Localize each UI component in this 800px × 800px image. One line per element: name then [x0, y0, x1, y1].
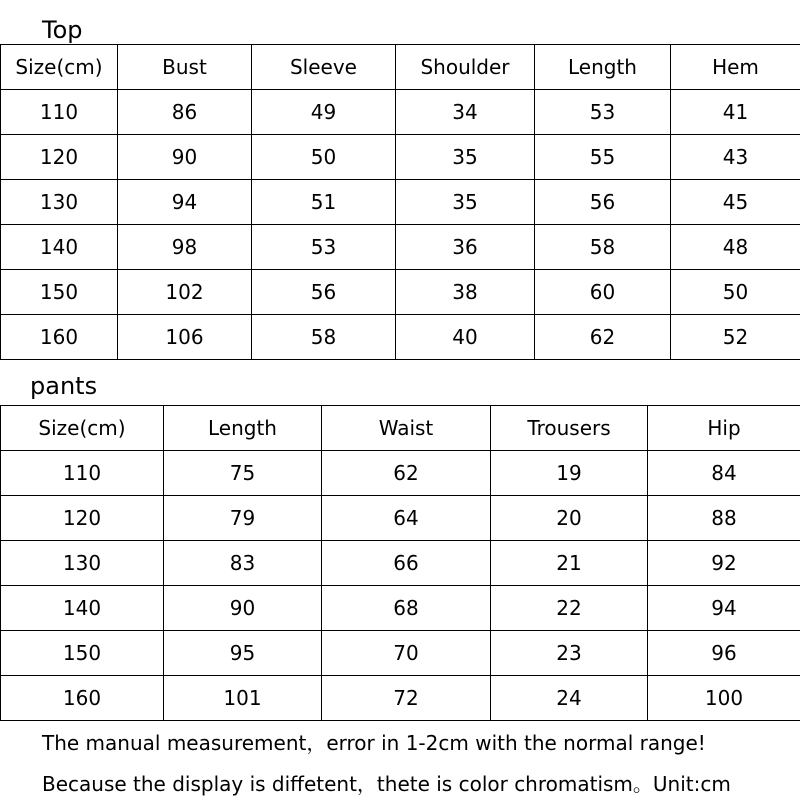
table-cell: 62	[535, 315, 671, 360]
table-cell: 45	[671, 180, 800, 225]
color-unit-note: Because the display is diffetent，thete is color chromatism。Unit:cm	[42, 772, 731, 796]
table-cell: 35	[396, 180, 535, 225]
table-cell: 160	[1, 676, 164, 721]
table-cell: 43	[671, 135, 800, 180]
table-cell: 83	[164, 541, 322, 586]
table-row	[1, 631, 800, 676]
table-cell: 106	[118, 315, 252, 360]
table-cell: 96	[648, 631, 800, 676]
table-row	[1, 225, 800, 270]
table-cell: 36	[396, 225, 535, 270]
table-cell: 20	[491, 496, 648, 541]
table-row	[1, 496, 800, 541]
table-cell: 49	[252, 90, 396, 135]
table-cell: 70	[322, 631, 491, 676]
table-cell: 140	[1, 225, 118, 270]
table-row	[1, 90, 800, 135]
table-cell: 48	[671, 225, 800, 270]
table-cell: 110	[1, 451, 164, 496]
table-cell: 68	[322, 586, 491, 631]
table-cell: 66	[322, 541, 491, 586]
table-cell: 92	[648, 541, 800, 586]
table-cell: 79	[164, 496, 322, 541]
table-cell: 98	[118, 225, 252, 270]
table-row	[1, 541, 800, 586]
table-cell: 84	[648, 451, 800, 496]
table-cell: 75	[164, 451, 322, 496]
table-row	[1, 676, 800, 721]
table-row	[1, 315, 800, 360]
table-cell: 120	[1, 135, 118, 180]
measurement-error-note: The manual measurement，error in 1-2cm with the normal range!	[42, 731, 706, 755]
table-row	[1, 135, 800, 180]
table-cell: 90	[164, 586, 322, 631]
table-cell: 88	[648, 496, 800, 541]
table-cell: 35	[396, 135, 535, 180]
column-header: Size(cm)	[1, 45, 118, 90]
table-cell: 62	[322, 451, 491, 496]
column-header: Hem	[671, 45, 800, 90]
table-cell: 101	[164, 676, 322, 721]
table-cell: 95	[164, 631, 322, 676]
table-cell: 21	[491, 541, 648, 586]
table-cell: 56	[535, 180, 671, 225]
table-cell: 22	[491, 586, 648, 631]
table-cell: 34	[396, 90, 535, 135]
table-cell: 24	[491, 676, 648, 721]
column-header: Shoulder	[396, 45, 535, 90]
table-cell: 110	[1, 90, 118, 135]
table-cell: 94	[118, 180, 252, 225]
column-header: Waist	[322, 406, 491, 451]
table-cell: 52	[671, 315, 800, 360]
pants-section-title: pants	[30, 372, 98, 400]
table-row	[1, 180, 800, 225]
table-cell: 160	[1, 315, 118, 360]
table-cell: 53	[252, 225, 396, 270]
table-cell: 55	[535, 135, 671, 180]
table-cell: 150	[1, 631, 164, 676]
table-cell: 72	[322, 676, 491, 721]
top-size-table	[0, 44, 800, 360]
table-cell: 19	[491, 451, 648, 496]
table-cell: 64	[322, 496, 491, 541]
table-cell: 60	[535, 270, 671, 315]
table-cell: 50	[252, 135, 396, 180]
table-cell: 86	[118, 90, 252, 135]
table-header-row	[1, 406, 800, 451]
column-header: Trousers	[491, 406, 648, 451]
table-cell: 90	[118, 135, 252, 180]
table-cell: 56	[252, 270, 396, 315]
pants-size-table	[0, 405, 800, 721]
top-section-title: Top	[42, 16, 83, 44]
table-cell: 120	[1, 496, 164, 541]
table-row	[1, 451, 800, 496]
table-cell: 130	[1, 180, 118, 225]
column-header: Hip	[648, 406, 800, 451]
table-cell: 23	[491, 631, 648, 676]
column-header: Bust	[118, 45, 252, 90]
table-cell: 58	[252, 315, 396, 360]
table-cell: 150	[1, 270, 118, 315]
column-header: Length	[164, 406, 322, 451]
table-cell: 102	[118, 270, 252, 315]
table-cell: 40	[396, 315, 535, 360]
table-row	[1, 586, 800, 631]
table-cell: 53	[535, 90, 671, 135]
table-cell: 58	[535, 225, 671, 270]
table-cell: 140	[1, 586, 164, 631]
table-cell: 38	[396, 270, 535, 315]
column-header: Sleeve	[252, 45, 396, 90]
table-header-row	[1, 45, 800, 90]
table-cell: 130	[1, 541, 164, 586]
column-header: Length	[535, 45, 671, 90]
table-cell: 50	[671, 270, 800, 315]
table-row	[1, 270, 800, 315]
table-cell: 100	[648, 676, 800, 721]
table-cell: 41	[671, 90, 800, 135]
table-cell: 94	[648, 586, 800, 631]
column-header: Size(cm)	[1, 406, 164, 451]
table-cell: 51	[252, 180, 396, 225]
